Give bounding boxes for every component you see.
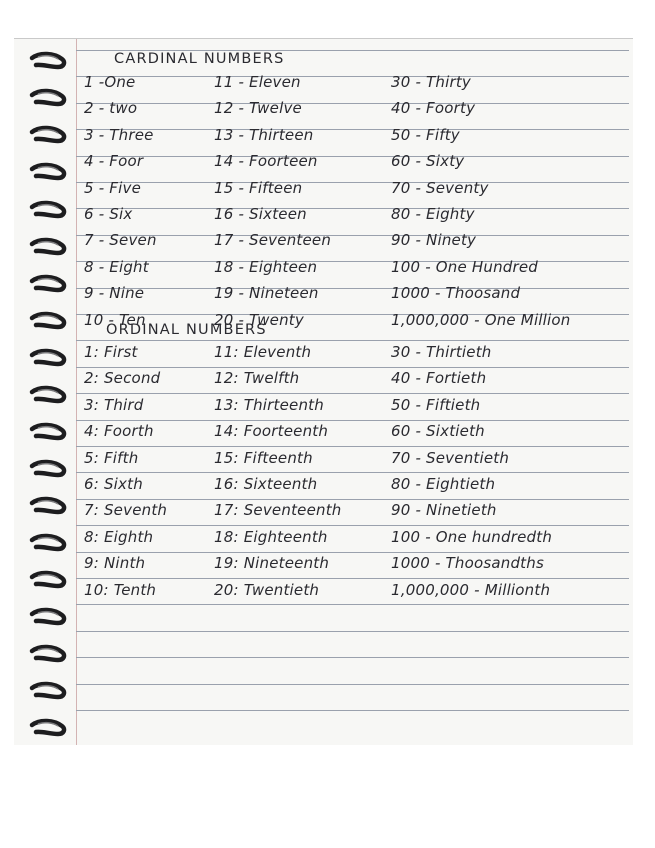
spiral-ring-icon xyxy=(28,569,72,591)
rule-line xyxy=(76,552,629,553)
spiral-ring-icon xyxy=(28,495,72,517)
spiral-ring-icon xyxy=(28,717,72,739)
rule-line xyxy=(76,129,629,130)
spiral-ring-icon xyxy=(28,384,72,406)
cardinal-entry: 90 - Ninety xyxy=(391,231,477,250)
ordinal-entry: 90 - Ninetieth xyxy=(391,501,497,520)
cardinal-entry: 3 - Three xyxy=(84,125,154,144)
rule-line xyxy=(76,156,629,157)
rule-line xyxy=(76,657,629,658)
cardinal-entry: 2 - two xyxy=(84,99,138,118)
ordinal-entry: 3: Third xyxy=(84,395,144,414)
cardinal-entry: 14 - Foorteen xyxy=(214,152,318,171)
ordinal-entry: 80 - Eightieth xyxy=(391,475,496,493)
rule-line xyxy=(76,420,629,421)
rule-line xyxy=(76,446,629,447)
ordinal-entry: 40 - Fortieth xyxy=(391,369,487,388)
rule-line xyxy=(76,393,629,394)
cardinal-entry: 40 - Foorty xyxy=(391,99,476,118)
cardinal-entry: 100 - One Hundred xyxy=(391,257,539,276)
cardinal-entry: 80 - Eighty xyxy=(391,205,475,223)
ordinal-entry: 100 - One hundredth xyxy=(391,527,553,546)
spiral-ring-icon xyxy=(28,199,72,221)
notebook-page xyxy=(14,38,633,746)
margin-line xyxy=(76,39,77,745)
rule-line xyxy=(76,76,629,77)
rule-line xyxy=(76,684,629,685)
spiral-ring-icon xyxy=(28,87,72,109)
rule-line xyxy=(76,182,629,183)
spiral-ring-icon xyxy=(28,161,72,183)
spiral-ring-icon xyxy=(28,532,72,554)
rule-line xyxy=(76,235,629,236)
cardinal-entry: 1,000,000 - One Million xyxy=(391,310,571,329)
ordinal-entry: 9: Ninth xyxy=(84,554,146,573)
ordinal-entry: 60 - Sixtieth xyxy=(391,422,485,441)
spiral-ring-icon xyxy=(28,458,72,480)
ordinal-entry: 13: Thirteenth xyxy=(214,395,324,414)
ordinal-entry: 12: Twelfth xyxy=(214,369,300,388)
ordinal-entry: 17: Seventeenth xyxy=(214,501,342,520)
ordinal-entry: 20: Twentieth xyxy=(214,580,320,599)
ordinal-entry: 15: Fifteenth xyxy=(214,448,313,467)
rule-line xyxy=(76,604,629,605)
rule-line xyxy=(76,208,629,209)
ordinal-entry: 16: Sixteenth xyxy=(214,475,318,493)
ordinal-entry: 11: Eleventh xyxy=(214,343,312,361)
blank-area xyxy=(14,745,633,848)
ordinal-entry: 50 - Fiftieth xyxy=(391,395,481,414)
cardinal-entry: 30 - Thirty xyxy=(391,73,471,91)
rule-line xyxy=(76,525,629,526)
ordinal-entry: 18: Eighteenth xyxy=(214,527,328,546)
rule-line xyxy=(76,261,629,262)
cardinal-entry: 9 - Nine xyxy=(84,284,145,303)
rule-line xyxy=(76,367,629,368)
cardinal-entry: 1000 - Thoosand xyxy=(391,284,521,303)
cardinal-entry: 5 - Five xyxy=(84,178,141,197)
cardinal-heading: CARDINAL NUMBERS xyxy=(114,51,285,67)
ordinal-entry: 70 - Seventieth xyxy=(391,448,510,467)
cardinal-entry: 10 - Ten xyxy=(84,310,146,329)
ordinal-entry: 19: Nineteenth xyxy=(214,554,330,573)
cardinal-entry: 7 - Seven xyxy=(84,231,157,250)
ordinal-entry: 1000 - Thoosandths xyxy=(391,554,544,573)
ordinal-entry: 14: Foorteenth xyxy=(214,422,329,441)
ordinal-entry: 2: Second xyxy=(84,369,161,388)
rule-line xyxy=(76,472,629,473)
cardinal-entry: 50 - Fifty xyxy=(391,125,460,144)
ordinal-entry: 30 - Thirtieth xyxy=(391,343,492,361)
rule-line xyxy=(76,340,629,341)
spiral-ring-icon xyxy=(28,606,72,628)
rule-line xyxy=(76,103,629,104)
cardinal-entry: 13 - Thirteen xyxy=(214,125,314,144)
spiral-ring-icon xyxy=(28,273,72,295)
spiral-ring-icon xyxy=(28,236,72,258)
ordinal-entry: 7: Seventh xyxy=(84,501,168,520)
cardinal-entry: 18 - Eighteen xyxy=(214,257,318,276)
ordinal-entry: 10: Tenth xyxy=(84,580,157,599)
rule-line xyxy=(76,710,629,711)
cardinal-entry: 17 - Seventeen xyxy=(214,231,332,250)
spiral-ring-icon xyxy=(28,680,72,702)
spiral-ring-icon xyxy=(28,124,72,146)
ordinal-entry: 1: First xyxy=(84,343,138,361)
cardinal-entry: 12 - Twelve xyxy=(214,99,302,118)
rule-line xyxy=(76,499,629,500)
ordinal-entry: 6: Sixth xyxy=(84,475,143,493)
spiral-ring-icon xyxy=(28,421,72,443)
ordinal-entry: 5: Fifth xyxy=(84,448,139,467)
cardinal-entry: 11 - Eleven xyxy=(214,73,301,91)
ordinal-entry: 1,000,000 - Millionth xyxy=(391,580,551,599)
ordinal-heading: ORDINAL NUMBERS xyxy=(106,322,267,338)
spiral-ring-icon xyxy=(28,347,72,369)
cardinal-entry: 70 - Seventy xyxy=(391,178,489,197)
ordinal-entry: 4: Foorth xyxy=(84,422,154,441)
cardinal-entry: 1 -One xyxy=(84,73,136,91)
cardinal-entry: 20 - Twenty xyxy=(214,310,304,329)
cardinal-entry: 19 - Nineteen xyxy=(214,284,319,303)
spiral-ring-icon xyxy=(28,310,72,332)
spiral-ring-icon xyxy=(28,50,72,72)
rule-line xyxy=(76,288,629,289)
rule-line xyxy=(76,631,629,632)
spiral-ring-icon xyxy=(28,643,72,665)
cardinal-entry: 15 - Fifteen xyxy=(214,178,303,197)
cardinal-entry: 4 - Foor xyxy=(84,152,144,171)
cardinal-entry: 8 - Eight xyxy=(84,257,149,276)
cardinal-entry: 6 - Six xyxy=(84,205,133,223)
rule-line xyxy=(76,578,629,579)
cardinal-entry: 60 - Sixty xyxy=(391,152,465,171)
ordinal-entry: 8: Eighth xyxy=(84,527,154,546)
cardinal-entry: 16 - Sixteen xyxy=(214,205,307,223)
